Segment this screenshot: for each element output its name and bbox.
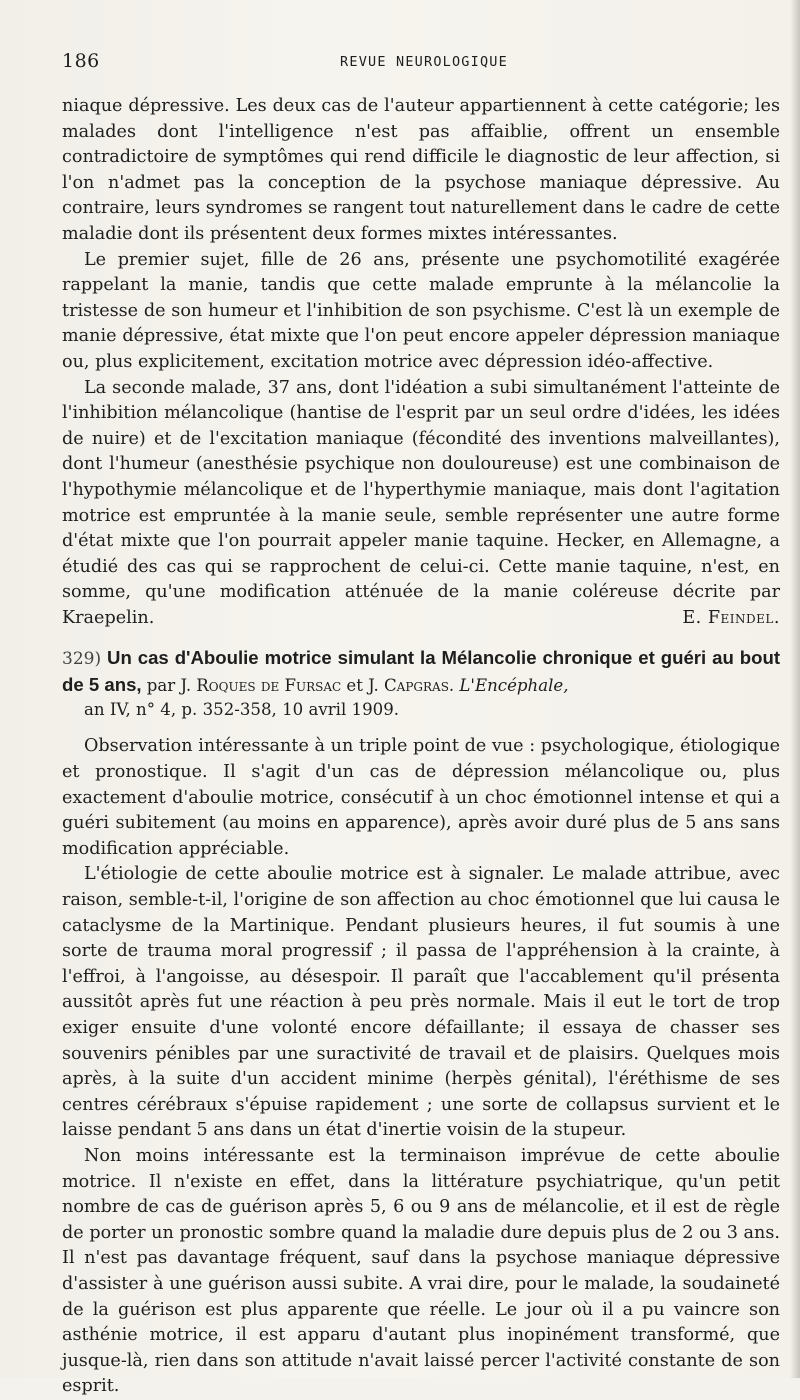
- page-number: 186: [62, 50, 100, 72]
- entry-authors-prefix: par J.: [146, 676, 192, 696]
- article-body: [62, 94, 780, 1400]
- paragraph: L'étiologie de cette aboulie motrice est à signaler. Le malade attribue, avec raison, semble-t-il, l'origine de son affection au choc émotionnel que lui causa le cataclysme de la Martinique. Pendant plusieurs heures, il fut soumis à une sorte de trauma moral progressif ; il passa de l'appréhension à la crainte, à l'effroi, à l'angoisse, au désespoir. Il paraît que l'accablement qu'il présenta aussitôt après fut une réaction à peu près normale. Mais il eut le tort de trop exiger ensuite d'une volonté encore défaillante; il essaya de chasser ses souvenirs pénibles par une suractivité de travail et de plaisirs. Quelques mois après, à la suite d'un accident minime (herpès génital), l'éréthisme de ses centres cérébraux s'épuise rapidement ; une sorte de collapsus survient et le laisse pendant 5 ans dans un état d'inertie voisin de la stupeur.: [62, 864, 780, 1141]
- paragraph: La seconde malade, 37 ans, dont l'idéation a subi simultanément l'atteinte de l'inhibition mélancolique (hantise de l'esprit par un seul ordre d'idées, les idées de nuire) et de l'excitation maniaque (fécondité des inventions malveillantes), dont l'humeur (anesthésie psychique non douloureuse) est une combinaison de l'hypothymie mélancolique et de l'hyperthymie maniaque, mais dont l'agitation motrice est empruntée à la manie seule, semble représenter une autre forme d'état mixte que l'on pourrait appeler manie taquine. Hecker, en Allemagne, a étudié des cas qui se rapprochent de celui-ci. Cette manie taquine, n'est, en somme, qu'une modification atténuée de la manie coléreuse décrite par Kraepelin.: [62, 377, 780, 628]
- entry-citation: an IV, n° 4, p. 352-358, 10 avril 1909.: [84, 700, 400, 720]
- abstract: [62, 734, 780, 1399]
- entry-journal: L'Encéphale,: [459, 676, 569, 696]
- paragraph: Observation intéressante à un triple point de vue : psychologique, étiologique et pronostique. Il s'agit d'un cas de dépression mélancolique ou, plus exactement d'aboulie motrice, consécutif à un choc émotionnel intense et qui a guéri subitement (au moins en apparence), après avoir duré plus de 5 ans sans modification appréciable.: [62, 736, 780, 859]
- author-signature: E. Feindel.: [682, 607, 780, 628]
- entry-number: 329): [62, 649, 102, 670]
- running-head: REVUE NEUROLOGIQUE: [340, 54, 508, 70]
- signature-line: [62, 606, 780, 632]
- entry-title: Un cas d'Aboulie motrice simulant la Mélancolie chronique et guéri au bout de 5 ans,: [62, 647, 781, 696]
- entry-heading: [62, 645, 780, 698]
- paragraph: Non moins intéressante est la terminaison imprévue de cette aboulie motrice. Il n'existe en effet, dans la littérature psychiatrique, qu'un petit nombre de cas de guérison après 5, 6 ou 9 ans de mélancolie, et il est de règle de porter un pronostic sombre quand la maladie dure depuis plus de 2 ou 3 ans. Il n'est pas davantage fréquent, sauf dans la psychose maniaque dépressive d'assister à une guérison aussi subite. A vrai dire, pour le malade, la soudaineté de la guérison est plus apparente que réelle. Le jour où il a pu vaincre son asthénie motrice, il est apparu d'autant plus inopinément transformé, que jusque-là, rien dans son attitude n'avait laissé percer l'activité constante de son esprit.: [62, 1145, 780, 1397]
- paragraph: Le premier sujet, fille de 26 ans, présente une psychomotilité exagérée rappelant la manie, tandis que cette malade emprunte à la mélancolie la tristesse de son humeur et l'inhibition de son psychisme. C'est là un exemple de manie dépressive, état mixte que l'on peut encore appeler dépression maniaque ou, plus explicitement, excitation motrice avec dépression idéo-affective.: [62, 249, 780, 372]
- entry-author-2: Capgras.: [383, 676, 455, 696]
- page-edge-shadow: [790, 0, 800, 1378]
- entry-and: et J.: [346, 676, 379, 696]
- page-header: [62, 50, 786, 78]
- entry-author-1: Roques de Fursac: [196, 676, 342, 696]
- paragraph: niaque dépressive. Les deux cas de l'auteur appartiennent à cette catégorie; les malades dont l'intelligence n'est pas affaiblie, offrent un ensemble contradictoire de symptômes qui rend difficile le diagnostic de leur affection, si l'on n'admet pas la conception de la psychose maniaque dépressive. Au contraire, leurs syndromes se rangent tout naturellement dans le cadre de cette maladie dont ils présentent deux formes mixtes intéressantes.: [62, 96, 780, 244]
- bibliographic-entry: [62, 645, 780, 722]
